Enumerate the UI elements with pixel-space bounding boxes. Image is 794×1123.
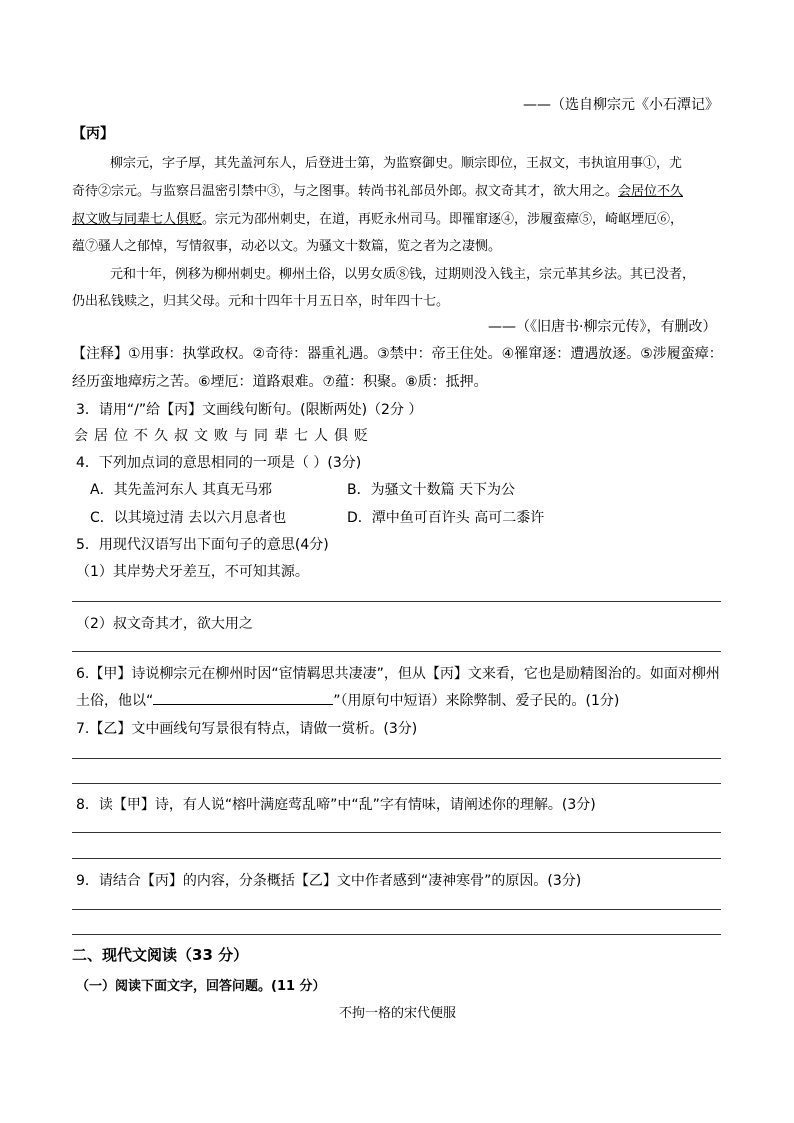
source-xiaoshitan: ——（选自柳宗元《小石潭记》 — [523, 97, 719, 113]
q4-option-b[interactable]: B．为骚文十数篇 天下为公 — [347, 482, 516, 498]
article-title: 不拘一格的宋代便服 — [339, 1006, 457, 1021]
passage-line: 柳宗元，字子厚，其先盖河东人，后登进士第，为监察御史。顺宗即位，王叔文，韦执谊用事①，尤 — [110, 156, 683, 171]
question-8: 8．读【甲】诗，有人说“榕叶满庭莺乱啼”中“乱”字有情味，请阐述你的理解。(3分) — [76, 797, 596, 813]
q4-option-c[interactable]: C．以其境过清 去以六月息者也 — [90, 510, 287, 526]
answer-line[interactable] — [72, 858, 721, 859]
passage-line: 元和十年，例移为柳州刺史。柳州土俗，以男女质⑧钱，过期则没入钱主，宗元革其乡法。其已没者， — [110, 267, 696, 282]
bing-header: 【丙】 — [72, 126, 114, 142]
notes-line: 经历蛮地瘴疠之苦。⑥堙厄：道路艰难。⑦蕴：积聚。⑧质：抵押。 — [72, 374, 488, 390]
source-liuzhuan: ——（《旧唐书·柳宗元传》，有删改） — [488, 319, 717, 335]
q5-item-2: （2）叔文奇其才，欲大用之 — [76, 616, 253, 632]
answer-line[interactable] — [72, 934, 721, 935]
q6-text: 土俗，他以“ — [76, 693, 154, 709]
question-3: 3．请用“/”给【丙】文画线句断句。(限断两处)（2分 ） — [76, 402, 423, 418]
q4-option-d[interactable]: D．潭中鱼可百许头 高可二黍许 — [347, 510, 545, 526]
passage-text: 。宗元为邵州刺史，在道，再贬永州司马。即罹窜逐④，涉履蛮瘴⑤，崎岖堙厄⑥， — [202, 212, 684, 227]
subsection-1-heading: （一）阅读下面文字，回答问题。(11 分） — [76, 979, 326, 994]
passage-line — [72, 208, 683, 227]
section-2-heading: 二、现代文阅读（33 分） — [72, 946, 249, 964]
passage-text: 奇待②宗元。与监察吕温密引禁中③，与之图事。转尚书礼部员外郎。叔文奇其才，欲大用之。 — [72, 184, 619, 199]
q4-option-a[interactable]: A．其先盖河东人 其真无马邪 — [90, 482, 273, 498]
underlined-sentence-part1: 会居位不久 — [618, 184, 684, 199]
question-4: 4．下列加点词的意思相同的一项是（ ）(3分) — [76, 455, 362, 471]
q6-text: ”（用原句中短语）来除弊制、爱子民的。(1分) — [333, 693, 620, 709]
answer-line[interactable] — [72, 758, 721, 759]
passage-line — [72, 180, 683, 199]
q6-blank[interactable] — [153, 690, 333, 705]
underlined-sentence-part2: 叔文败与同辈七人俱贬 — [72, 212, 203, 227]
question-5: 5．用现代汉语写出下面句子的意思(4分) — [76, 537, 329, 553]
question-9: 9．请结合【丙】的内容，分条概括【乙】文中作者感到“凄神寒骨”的原因。(3分) — [76, 873, 582, 889]
answer-line[interactable] — [72, 832, 721, 833]
answer-line[interactable] — [72, 651, 721, 652]
answer-line[interactable] — [72, 601, 721, 602]
question-6-line1: 6.【甲】诗说柳宗元在柳州时因“宦情羁思共凄凄”，但从【丙】文来看，它也是励精图治的。如面对柳州 — [76, 666, 720, 682]
q5-item-1: （1）其岸势犬牙差互，不可知其源。 — [76, 564, 309, 580]
answer-line[interactable] — [72, 909, 721, 910]
answer-line[interactable] — [72, 783, 721, 784]
passage-line: 仍出私钱赎之，归其父母。元和十四年十月五日卒，时年四十七。 — [72, 294, 450, 309]
question-6-line2 — [76, 690, 619, 710]
q3-sentence[interactable]: 会居位不久叔文败与同辈七人俱贬 — [74, 428, 374, 444]
question-7: 7.【乙】文中画线句写景很有特点，请做一赏析。(3分) — [76, 721, 418, 737]
passage-line: 蕴⑦骚人之郁悼，写情叙事，动必以文。为骚文十数篇，览之者为之凄恻。 — [72, 239, 502, 254]
notes-line: 【注释】①用事：执掌政权。②奇待：器重礼遇。③禁中：帝王住处。④罹窜逐：遭遇放逐。⑤涉履蛮瘴： — [72, 346, 723, 362]
